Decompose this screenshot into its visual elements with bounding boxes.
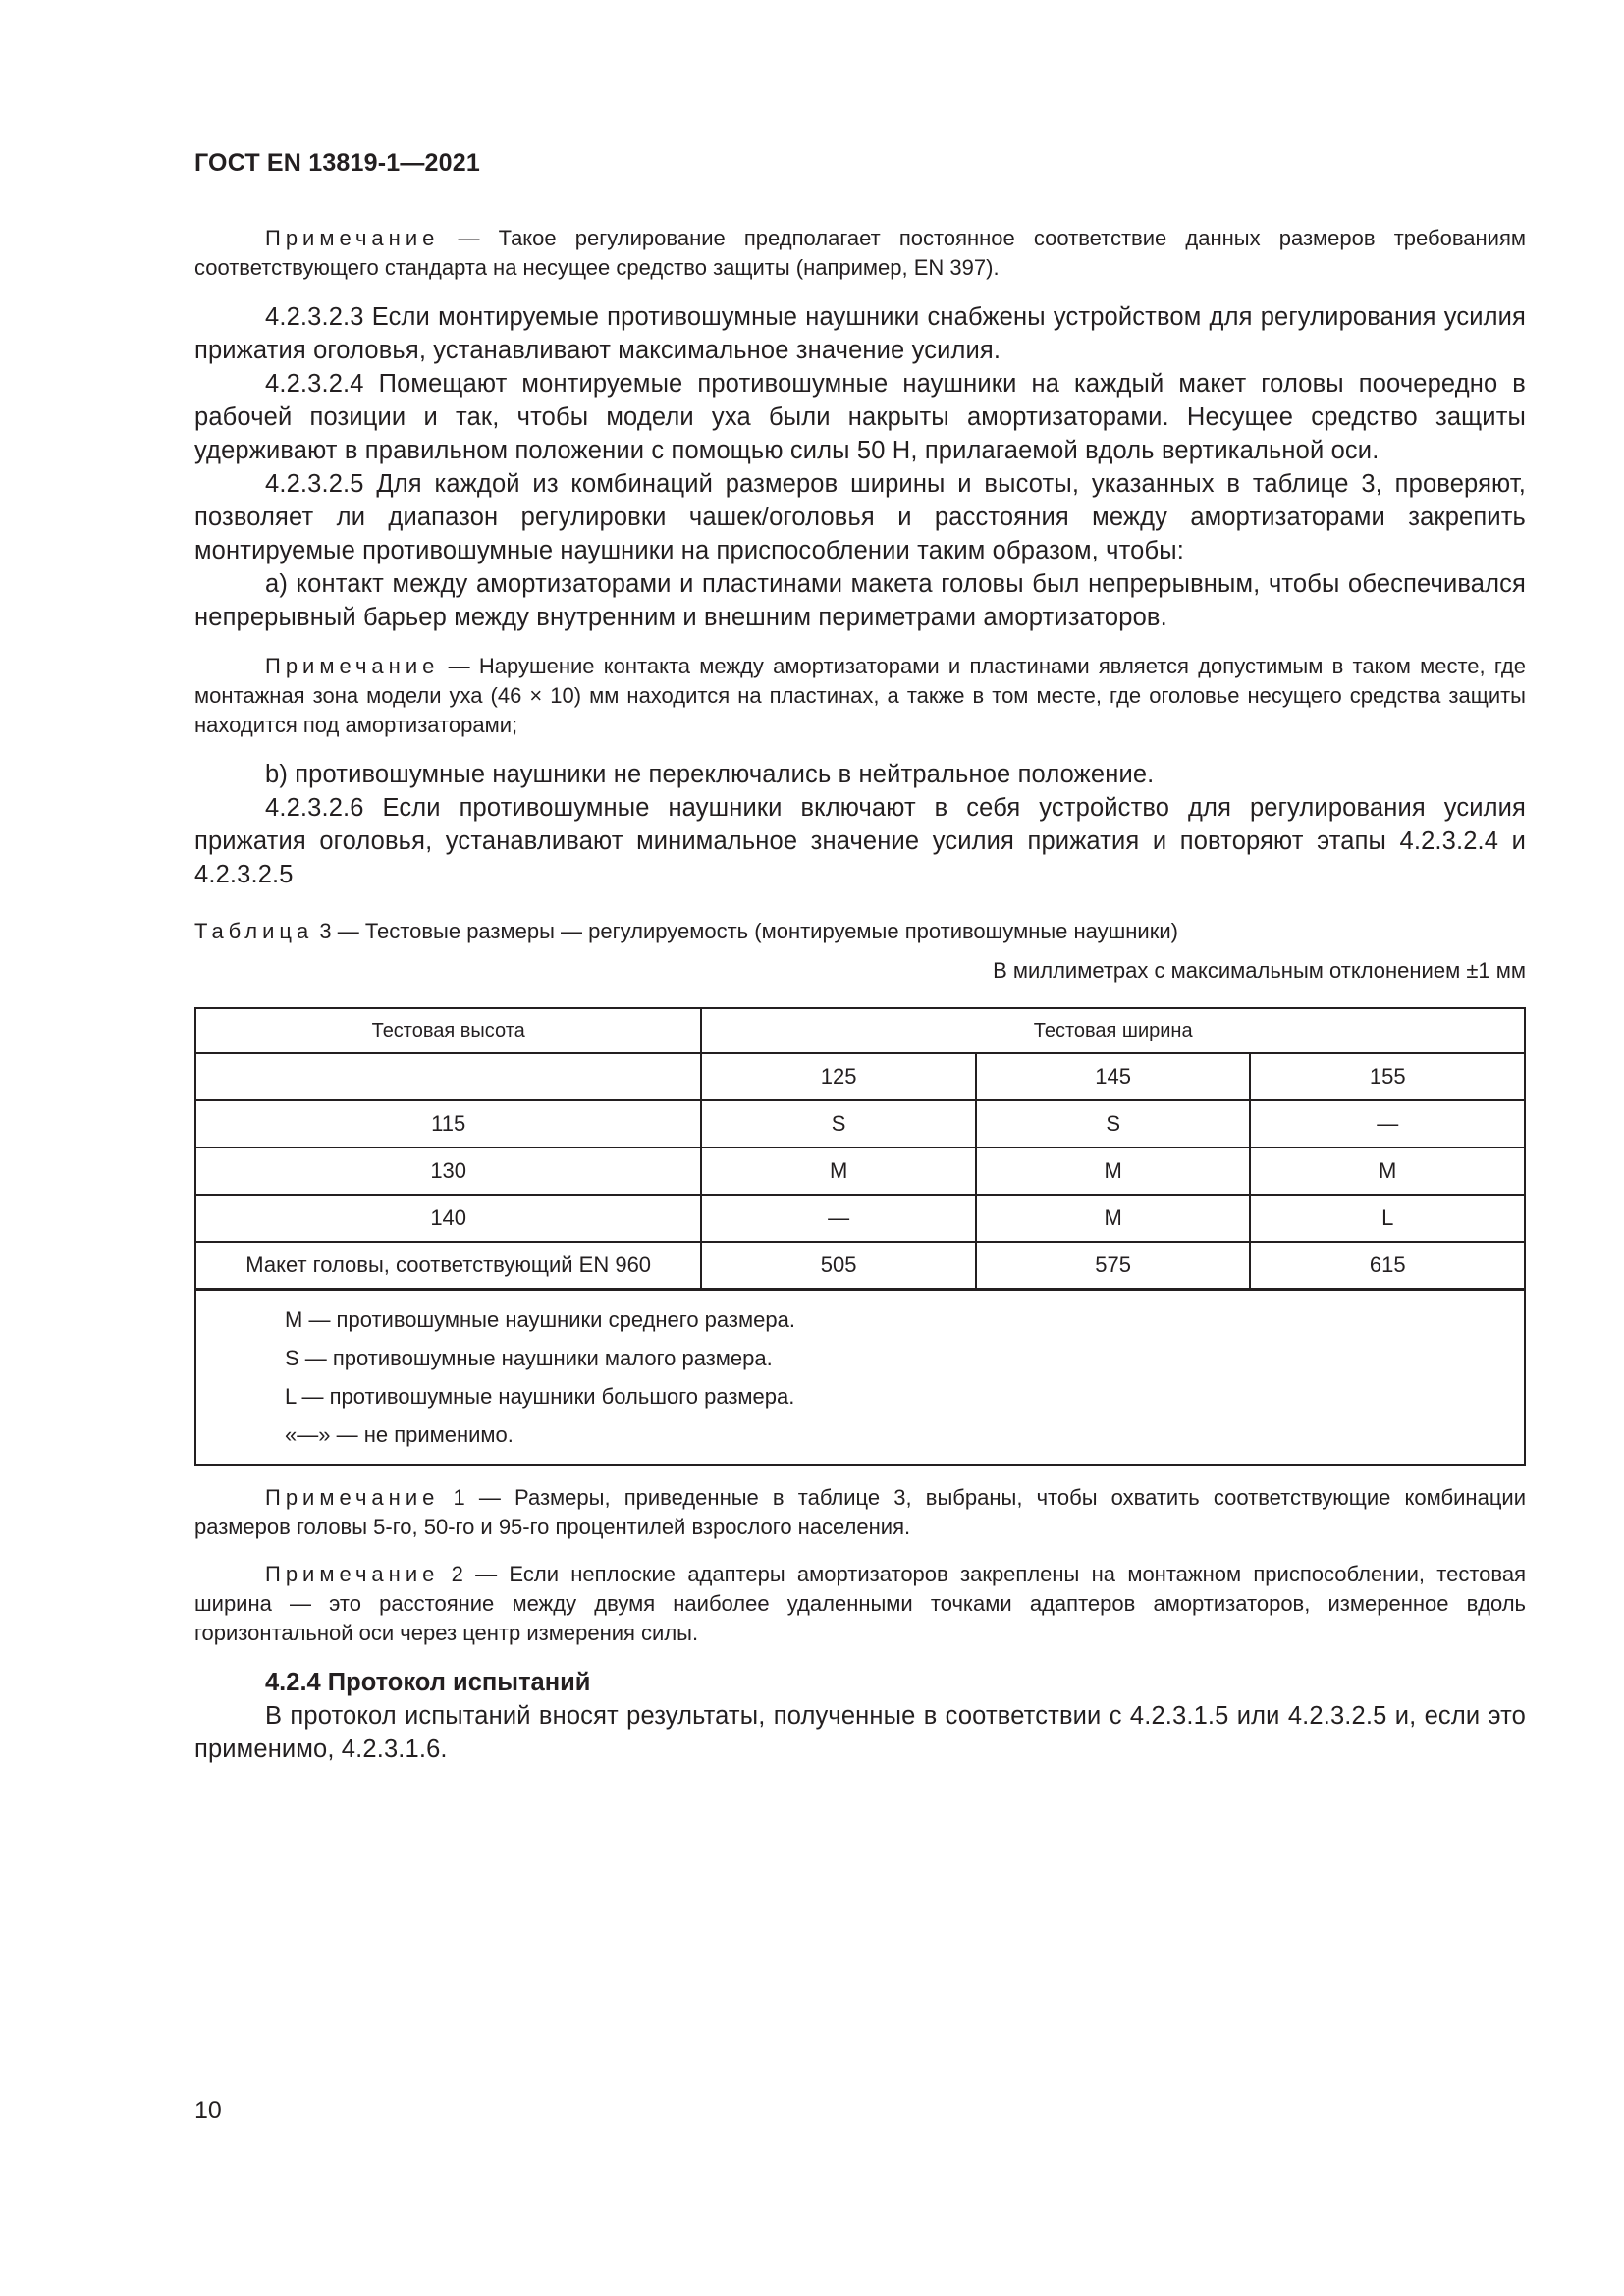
table-cell-empty bbox=[195, 1053, 701, 1100]
table-header-row bbox=[195, 1008, 1525, 1053]
header-test-height: Тестовая высота bbox=[195, 1008, 701, 1053]
width-125: 125 bbox=[701, 1053, 976, 1100]
table-cell: 615 bbox=[1250, 1242, 1525, 1290]
note-label: Примечание bbox=[265, 654, 440, 678]
table-cell: M bbox=[701, 1148, 976, 1195]
table-cell: M bbox=[976, 1148, 1251, 1195]
paragraph-4-2-3-2-6: 4.2.3.2.6 Если противошумные наушники включают в себя устройство для регулирования усилия прижатия оголовья, устанавливают минимальное значение усилия прижатия и повторяют этапы 4.2.3.2.4 и 4.2.3.2.5 bbox=[194, 794, 1526, 888]
document-header: ГОСТ EN 13819-1—2021 bbox=[194, 149, 480, 177]
table-title bbox=[194, 917, 1526, 946]
note-regulation bbox=[194, 224, 1526, 283]
width-145: 145 bbox=[976, 1053, 1251, 1100]
table-cell: S bbox=[976, 1100, 1251, 1148]
table-legend-row bbox=[195, 1290, 1525, 1466]
note-contact bbox=[194, 652, 1526, 740]
table-title-label: Таблица bbox=[194, 919, 314, 943]
table-legend bbox=[195, 1290, 1525, 1466]
table-row bbox=[195, 1195, 1525, 1242]
test-dimensions-table bbox=[194, 1007, 1526, 1466]
page-content bbox=[194, 224, 1526, 1766]
table-cell: — bbox=[701, 1195, 976, 1242]
list-item-a: а) контакт между амортизаторами и пластинами макета головы был непрерывным, чтобы обеспечивался непрерывный барьер между внутренним и внешним периметрами амортизаторов. bbox=[194, 570, 1526, 631]
page-number: 10 bbox=[194, 2097, 222, 2124]
table-row bbox=[195, 1148, 1525, 1195]
paragraph-4-2-3-2-3: 4.2.3.2.3 Если монтируемые противошумные наушники снабжены устройством для регулирования усилия прижатия оголовья, устанавливают максимальное значение усилия. bbox=[194, 303, 1526, 364]
paragraph-4-2-3-2-4: 4.2.3.2.4 Помещают монтируемые противошумные наушники на каждый макет головы поочередно в рабочей позиции и так, чтобы модели уха были накрыты амортизаторами. Несущее средство защиты удерживают в правильном положении с помощью силы 50 Н, прилагаемой вдоль вертикальной оси. bbox=[194, 370, 1526, 464]
note-1 bbox=[194, 1483, 1526, 1542]
note-text: 1 — Размеры, приведенные в таблице 3, выбраны, чтобы охватить соответствующие комбинации размеров головы 5-го, 50-го и 95-го процентилей взрослого населения. bbox=[194, 1485, 1526, 1539]
legend-item: M — противошумные наушники среднего размера. bbox=[285, 1308, 795, 1332]
legend-item: «—» — не применимо. bbox=[285, 1422, 514, 1447]
paragraph-4-2-3-2-5: 4.2.3.2.5 Для каждой из комбинаций размеров ширины и высоты, указанных в таблице 3, проверяют, позволяет ли диапазон регулировки чашек/оголовья и расстояния между амортизаторами закрепить монтируемые противошумные наушники на приспособлении таким образом, чтобы: bbox=[194, 470, 1526, 564]
table-row bbox=[195, 1100, 1525, 1148]
section-4-2-4-text: В протокол испытаний вносят результаты, полученные в соответствии с 4.2.3.1.5 или 4.2.3.2.5 и, если это применимо, 4.2.3.1.6. bbox=[194, 1702, 1526, 1763]
table-cell: M bbox=[1250, 1148, 1525, 1195]
table-title-text: 3 — Тестовые размеры — регулируемость (монтируемые противошумные наушники) bbox=[313, 919, 1178, 943]
legend-item: L — противошумные наушники большого размера. bbox=[285, 1384, 795, 1409]
table-subheader-row bbox=[195, 1053, 1525, 1100]
note-text: — Нарушение контакта между амортизаторами и пластинами является допустимым в таком месте, где монтажная зона модели уха (46 × 10) мм находится на пластинах, а также в том месте, где оголовье несущего средства защиты находится под амортизаторами; bbox=[194, 654, 1526, 737]
table-cell: — bbox=[1250, 1100, 1525, 1148]
width-155: 155 bbox=[1250, 1053, 1525, 1100]
table-cell: S bbox=[701, 1100, 976, 1148]
section-heading-4-2-4: 4.2.4 Протокол испытаний bbox=[265, 1669, 591, 1696]
row-height: 130 bbox=[195, 1148, 701, 1195]
row-height: 115 bbox=[195, 1100, 701, 1148]
header-test-width: Тестовая ширина bbox=[701, 1008, 1525, 1053]
note-text: — Такое регулирование предполагает постоянное соответствие данных размеров требованиям соответствующего стандарта на несущее средство защиты (например, EN 397). bbox=[194, 226, 1526, 280]
note-2 bbox=[194, 1560, 1526, 1648]
table-cell: 505 bbox=[701, 1242, 976, 1290]
table-row bbox=[195, 1242, 1525, 1290]
table-cell: L bbox=[1250, 1195, 1525, 1242]
note-label: Примечание bbox=[265, 226, 440, 250]
note-label: Примечание bbox=[265, 1562, 440, 1586]
table-cell: M bbox=[976, 1195, 1251, 1242]
table-units: В миллиметрах с максимальным отклонением ±1 мм bbox=[993, 958, 1526, 983]
table-cell: 575 bbox=[976, 1242, 1251, 1290]
legend-item: S — противошумные наушники малого размера. bbox=[285, 1346, 773, 1370]
row-height: Макет головы, соответствующий EN 960 bbox=[195, 1242, 701, 1290]
row-height: 140 bbox=[195, 1195, 701, 1242]
note-label: Примечание bbox=[265, 1485, 440, 1510]
list-item-b: b) противошумные наушники не переключались в нейтральное положение. bbox=[265, 761, 1155, 788]
note-text: 2 — Если неплоские адаптеры амортизаторов закреплены на монтажном приспособлении, тестовая ширина — это расстояние между двумя наиболее удаленными точками адаптеров амортизаторов, измеренное вдоль горизонтальной оси через центр измерения силы. bbox=[194, 1562, 1526, 1645]
